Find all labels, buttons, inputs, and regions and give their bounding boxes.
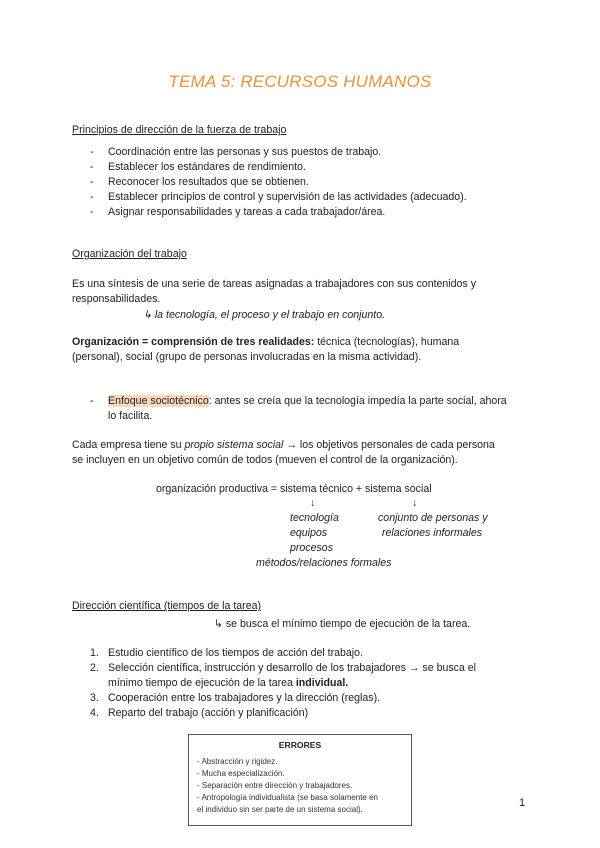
bullet-dash: -: [90, 191, 94, 203]
list-item: Asignar responsabilidades y tareas a cada trabajador/área.: [108, 206, 386, 218]
arrow-note: ↳ se busca el mínimo tiempo de ejecución de la tarea.: [214, 618, 471, 630]
section-heading-principios: Principios de dirección de la fuerza de trabajo: [72, 124, 287, 136]
paragraph-line: lo facilita.: [108, 410, 153, 422]
error-item: - Mucha especialización.: [197, 769, 285, 778]
error-item: el individuo sin ser parte de un sistema social).: [197, 805, 363, 814]
list-number: 1.: [90, 647, 99, 659]
bullet-dash: -: [90, 206, 94, 218]
error-item: - Abstracción y rigidez.: [197, 757, 278, 766]
tech-item: procesos: [290, 542, 333, 554]
paragraph-line: (personal), social (grupo de personas involucradas en la misma actividad).: [72, 351, 422, 363]
list-item: Establecer los estándares de rendimiento.: [108, 161, 306, 173]
arrow-down-icon: ↓: [310, 497, 316, 509]
paragraph-line: se incluyen en un objetivo común de todos (mueven el control de la organización).: [72, 454, 458, 466]
errors-title: ERRORES: [278, 740, 322, 750]
page-title: TEMA 5: RECURSOS HUMANOS: [168, 72, 432, 91]
list-item: Establecer principios de control y supervisión de las actividades (adecuado).: [108, 191, 467, 203]
list-number: 4.: [90, 707, 99, 719]
paragraph-text: : antes se creía que la tecnología impedía la parte social, ahora: [208, 395, 507, 407]
bullet-dash: -: [90, 161, 94, 173]
section-heading-direccion: Dirección científica (tiempos de la tarea): [72, 600, 262, 612]
paragraph-text: mínimo tiempo de ejecución de la tarea: [108, 677, 296, 689]
tech-item: equipos: [290, 527, 328, 539]
bold-term: individual.: [295, 677, 349, 689]
social-item: conjunto de personas y: [378, 512, 488, 524]
tech-item: tecnología: [290, 512, 339, 524]
list-item: Reconocer los resultados que se obtienen.: [108, 176, 309, 188]
tech-item: métodos/relaciones formales: [256, 557, 392, 569]
section-heading-organizacion: Organización del trabajo: [72, 248, 187, 260]
paragraph-text: → los objetivos personales de cada persona: [283, 439, 495, 451]
paragraph-sistema-social: [72, 439, 495, 451]
list-item: Selección científica, instrucción y desarrollo de los trabajadores → se busca el: [108, 662, 477, 674]
list-number: 2.: [90, 662, 99, 674]
enfoque-item: [108, 395, 507, 407]
arrow-note: ↳ la tecnología, el proceso y el trabajo en conjunto.: [143, 309, 386, 321]
italic-term: propio sistema social: [184, 439, 284, 451]
paragraph-text: técnica (tecnologías), humana: [314, 336, 460, 348]
list-item: Cooperación entre los trabajadores y la dirección (reglas).: [108, 692, 381, 704]
bullet-dash: -: [90, 176, 94, 188]
list-item: Estudio científico de los tiempos de acción del trabajo.: [108, 647, 363, 659]
list-number: 3.: [90, 692, 99, 704]
bold-term: Organización = comprensión de tres realidades:: [72, 336, 315, 348]
social-item: relaciones informales: [382, 527, 483, 539]
paragraph-line: Es una síntesis de una serie de tareas asignadas a trabajadores con sus contenidos y: [72, 278, 476, 290]
highlighted-term: Enfoque sociotécnico: [108, 395, 209, 407]
bullet-dash: -: [90, 146, 94, 158]
page-number: 1: [519, 797, 526, 809]
error-item: - Separación entre dirección y trabajadores.: [197, 781, 353, 790]
paragraph-line: responsabilidades.: [72, 293, 161, 305]
errors-box: [188, 734, 412, 826]
list-item-continuation: [108, 677, 348, 689]
paragraph-organizacion: [72, 336, 459, 348]
list-item: Coordinación entre las personas y sus puestos de trabajo.: [108, 146, 382, 158]
list-item: Reparto del trabajo (acción y planificación): [108, 707, 309, 719]
bullet-dash: -: [90, 395, 94, 407]
formula: organización productiva = sistema técnico + sistema social: [156, 483, 432, 495]
arrow-down-icon: ↓: [412, 497, 418, 509]
paragraph-text: Cada empresa tiene su: [72, 439, 185, 451]
error-item: - Antropología individualista (se basa solamente en: [197, 793, 378, 802]
